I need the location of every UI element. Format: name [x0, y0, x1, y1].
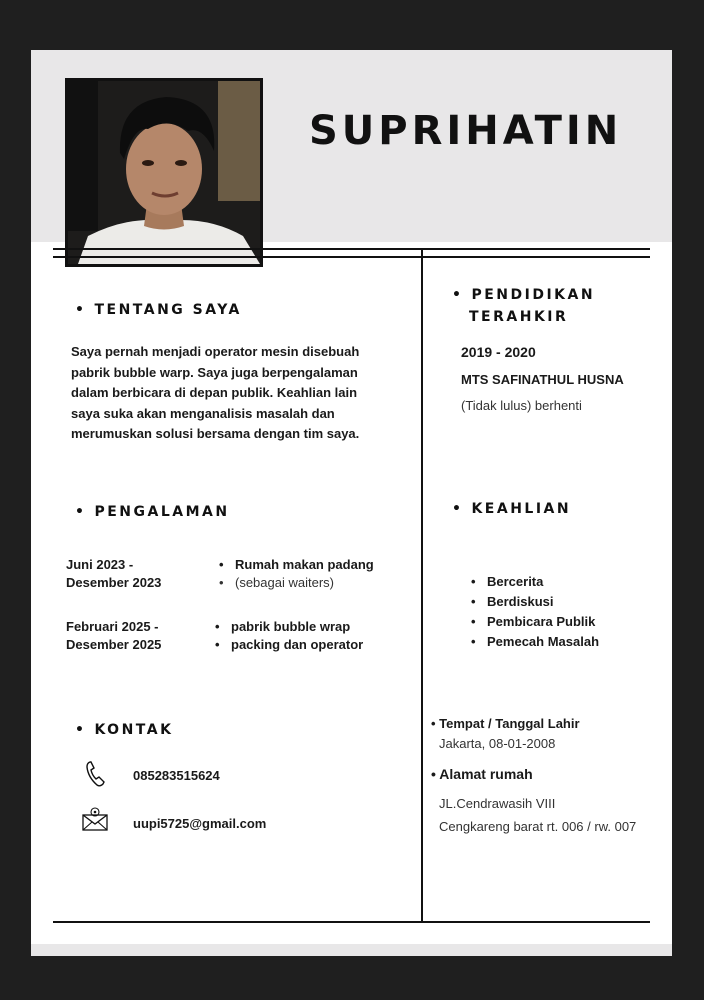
skills-list: [471, 572, 599, 652]
address-line2: Cengkareng barat rt. 006 / rw. 007: [439, 819, 637, 834]
header-divider-top: [53, 248, 650, 250]
contact-phone[interactable]: 085283515624: [133, 768, 220, 783]
skills-title: • KEAHLIAN: [452, 501, 572, 517]
contact-email[interactable]: uupi5725@gmail.com: [133, 816, 267, 831]
experience-title: • PENGALAMAN: [75, 504, 230, 520]
contact-title: • KONTAK: [75, 722, 174, 738]
list-item: • Berdiskusi: [471, 592, 599, 612]
phone-icon: [85, 760, 107, 793]
address-line1: JL.Cendrawasih VIII: [439, 796, 556, 811]
resume-page: [31, 50, 672, 956]
list-item: • Bercerita: [471, 572, 599, 592]
address-label: • Alamat rumah: [431, 766, 533, 782]
footer-divider: [53, 921, 650, 923]
column-divider: [421, 248, 423, 922]
mail-icon: [81, 806, 109, 837]
education-years: 2019 - 2020: [461, 344, 536, 360]
education-note: (Tidak lulus) berhenti: [461, 398, 582, 413]
about-title: • TENTANG SAYA: [75, 302, 242, 318]
experience-period: Juni 2023 - Desember 2023: [66, 557, 162, 590]
list-item: • Rumah makan padang: [219, 556, 374, 574]
list-item: • Pembicara Publik: [471, 612, 599, 632]
education-school: MTS SAFINATHUL HUSNA: [461, 372, 624, 387]
experience-details: [215, 618, 363, 654]
list-item: • pabrik bubble wrap: [215, 618, 363, 636]
resume-name: SUPRIHATIN: [309, 108, 623, 154]
experience-period: Februari 2025 - Desember 2025: [66, 619, 162, 652]
birth-value: Jakarta, 08-01-2008: [439, 736, 556, 751]
list-item: • Pemecah Masalah: [471, 632, 599, 652]
bottom-band: [31, 944, 672, 956]
education-title: • PENDIDIKAN TERAHKIR: [452, 287, 596, 325]
birth-label: • Tempat / Tanggal Lahir: [431, 716, 580, 731]
experience-details: [219, 556, 374, 592]
list-item: • (sebagai waiters): [219, 574, 374, 592]
list-item: • packing dan operator: [215, 636, 363, 654]
profile-photo: [65, 78, 263, 267]
about-text: Saya pernah menjadi operator mesin disebuah pabrik bubble warp. Saya juga berpengalaman dalam berbicara di depan publik. Keahlian lain saya suka akan menganalisis masalah dan merumuskan solusi bersama dengan tim saya.: [71, 344, 360, 441]
header-divider-bottom: [53, 256, 650, 258]
